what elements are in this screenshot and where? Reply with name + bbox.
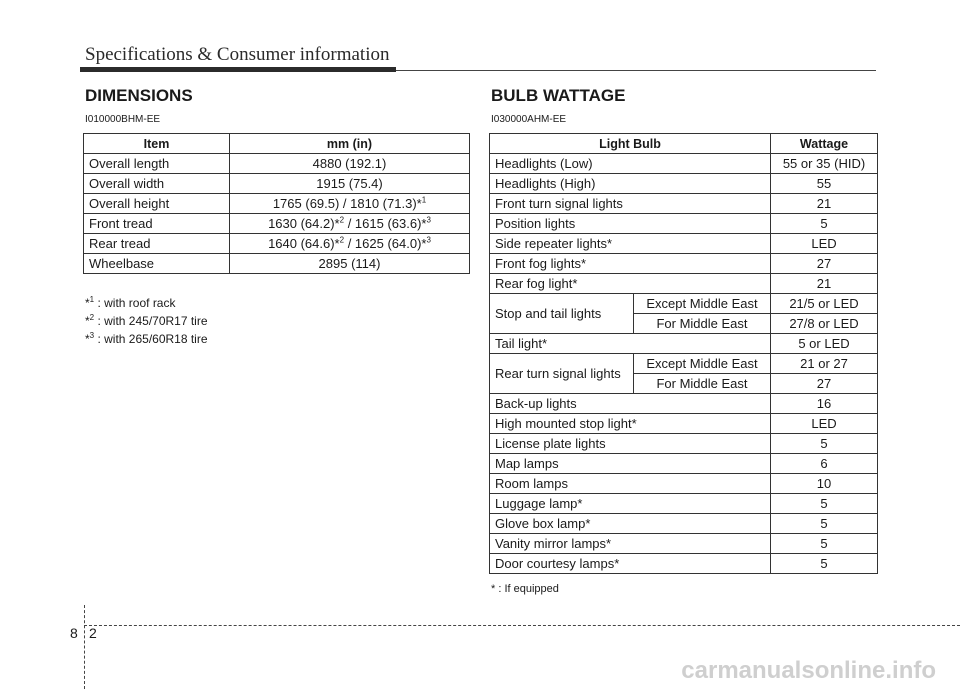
table-header-row: [84, 134, 470, 154]
bulb-name: Back-up lights: [490, 394, 771, 414]
dim-value: 1640 (64.6)*$^2$ / 1625 (64.0)*$^3$: [230, 234, 470, 254]
footnote-3: *$^3$ : with 265/60R18 tire: [85, 331, 208, 346]
table-row: [84, 194, 470, 214]
footer-dashed-divider: [84, 605, 85, 689]
table-row: [490, 334, 878, 354]
column-header-light-bulb: Light Bulb: [490, 134, 771, 154]
table-row: [84, 254, 470, 274]
bulb-name: Headlights (High): [490, 174, 771, 194]
bulb-name: Headlights (Low): [490, 154, 771, 174]
table-row: [84, 214, 470, 234]
bulb-wattage: 5: [771, 514, 878, 534]
table-row: [490, 354, 878, 374]
watermark: carmanualsonline.info: [681, 657, 936, 684]
table-row: [490, 474, 878, 494]
bulb-wattage: 21: [771, 274, 878, 294]
bulb-wattage: 5: [771, 434, 878, 454]
dim-item: Overall length: [84, 154, 230, 174]
footnote-2: *$^2$ : with 245/70R17 tire: [85, 313, 208, 328]
bulb-wattage: 27/8 or LED: [771, 314, 878, 334]
dim-item: Front tread: [84, 214, 230, 234]
table-row: [490, 174, 878, 194]
dim-value: 4880 (192.1): [230, 154, 470, 174]
table-row: [490, 194, 878, 214]
bulb-name: High mounted stop light*: [490, 414, 771, 434]
bulb-name: Glove box lamp*: [490, 514, 771, 534]
bulb-wattage: LED: [771, 414, 878, 434]
bulb-wattage-code: I030000AHM-EE: [491, 114, 567, 125]
table-row: [490, 554, 878, 574]
bulb-wattage: LED: [771, 234, 878, 254]
bulb-wattage: 5: [771, 534, 878, 554]
bulb-name: Front turn signal lights: [490, 194, 771, 214]
column-header-mm: mm (in): [230, 134, 470, 154]
bulb-wattage-table: [489, 133, 878, 574]
bulb-wattage: 5 or LED: [771, 334, 878, 354]
table-row: [490, 514, 878, 534]
bulb-wattage: 27: [771, 374, 878, 394]
dim-value: 1765 (69.5) / 1810 (71.3)*$^1$: [230, 194, 470, 214]
table-row: [490, 434, 878, 454]
table-row: [490, 234, 878, 254]
bulb-wattage: 21 or 27: [771, 354, 878, 374]
table-row: [490, 254, 878, 274]
table-row: [84, 174, 470, 194]
bulb-wattage: 10: [771, 474, 878, 494]
footnote-1: *$^1$ : with roof rack: [85, 295, 176, 310]
dimensions-notes: [85, 294, 208, 348]
header-bar: [80, 67, 396, 72]
bulb-wattage: 55: [771, 174, 878, 194]
bulb-wattage: 5: [771, 494, 878, 514]
table-row: [490, 394, 878, 414]
bulb-region: For Middle East: [634, 314, 771, 334]
dimensions-code: I010000BHM-EE: [85, 114, 161, 125]
bulb-wattage: 27: [771, 254, 878, 274]
bulb-region: For Middle East: [634, 374, 771, 394]
dim-item: Overall height: [84, 194, 230, 214]
bulb-wattage: 21/5 or LED: [771, 294, 878, 314]
column-header-wattage: Wattage: [771, 134, 878, 154]
table-row: [490, 534, 878, 554]
bulb-region: Except Middle East: [634, 294, 771, 314]
table-row: [490, 494, 878, 514]
header-rule: [396, 70, 876, 71]
table-row: [490, 214, 878, 234]
table-row: [490, 454, 878, 474]
bulb-wattage: 5: [771, 214, 878, 234]
section-number: 8: [70, 625, 78, 641]
table-row: [490, 294, 878, 314]
bulb-wattage: 5: [771, 554, 878, 574]
column-header-item: Item: [84, 134, 230, 154]
bulb-name: Tail light*: [490, 334, 771, 354]
dim-value: 1915 (75.4): [230, 174, 470, 194]
bulb-name: Door courtesy lamps*: [490, 554, 771, 574]
bulb-name: Stop and tail lights: [490, 294, 634, 334]
footer-dashed-line: [84, 625, 960, 626]
dim-value: 2895 (114): [230, 254, 470, 274]
dimensions-table: [83, 133, 470, 274]
dim-item: Overall width: [84, 174, 230, 194]
bulb-wattage: 16: [771, 394, 878, 414]
bulb-region: Except Middle East: [634, 354, 771, 374]
dimensions-title: DIMENSIONS: [85, 86, 193, 105]
bulb-name: Room lamps: [490, 474, 771, 494]
bulb-name: Vanity mirror lamps*: [490, 534, 771, 554]
bulb-wattage: 55 or 35 (HID): [771, 154, 878, 174]
bulb-name: Rear turn signal lights: [490, 354, 634, 394]
bulb-name: Front fog lights*: [490, 254, 771, 274]
table-row: [84, 154, 470, 174]
page-number: 2: [89, 625, 97, 641]
table-row: [490, 274, 878, 294]
bulb-name: Side repeater lights*: [490, 234, 771, 254]
table-row: [490, 414, 878, 434]
bulb-wattage: 6: [771, 454, 878, 474]
dim-item: Wheelbase: [84, 254, 230, 274]
bulb-name: Luggage lamp*: [490, 494, 771, 514]
dim-value: 1630 (64.2)*$^2$ / 1615 (63.6)*$^3$: [230, 214, 470, 234]
table-row: [84, 234, 470, 254]
dim-item: Rear tread: [84, 234, 230, 254]
bulb-name: Map lamps: [490, 454, 771, 474]
bulb-footnote: * : If equipped: [491, 583, 559, 595]
bulb-name: License plate lights: [490, 434, 771, 454]
table-row: [490, 154, 878, 174]
bulb-wattage: 21: [771, 194, 878, 214]
bulb-name: Position lights: [490, 214, 771, 234]
bulb-name: Rear fog light*: [490, 274, 771, 294]
table-header-row: [490, 134, 878, 154]
bulb-wattage-title: BULB WATTAGE: [491, 86, 626, 105]
page-header-title: Specifications & Consumer information: [85, 44, 390, 65]
